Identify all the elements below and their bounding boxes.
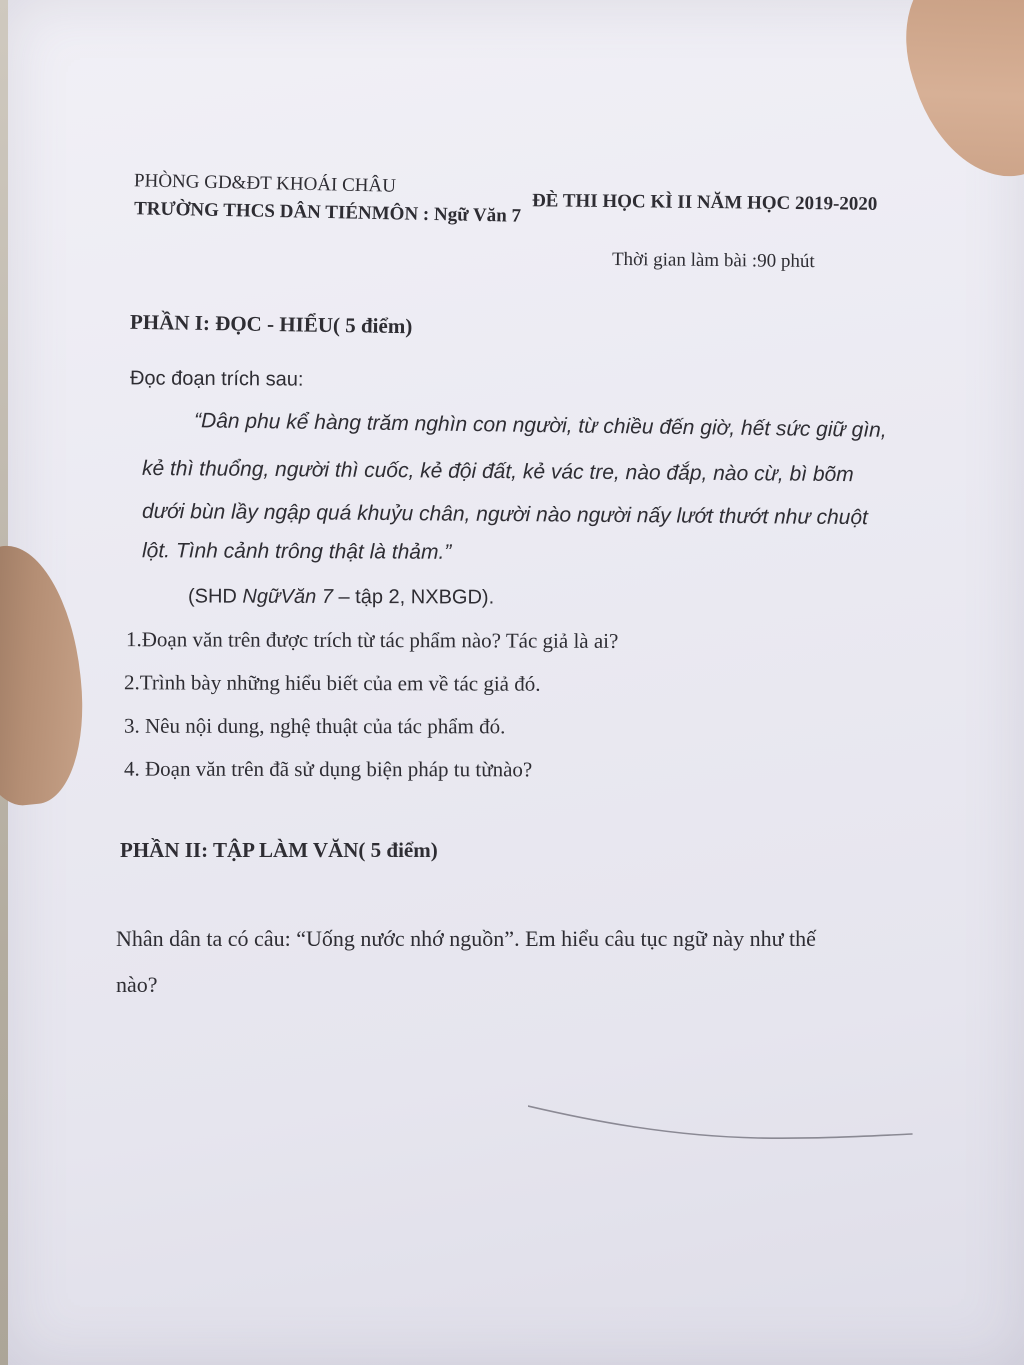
reading-instruction: Đọc đoạn trích sau: [129, 367, 304, 391]
excerpt-line: kẻ thì thuổng, người thì cuốc, kẻ đội đất, kẻ vác tre, nào đắp, nào cừ, bì bõm [141, 456, 854, 487]
exam-paper [8, 0, 1024, 1365]
pencil-stroke [528, 1098, 918, 1146]
exam-title: ĐÈ THI HỌC KÌ II NĂM HỌC 2019-2020 [531, 190, 878, 215]
excerpt-line: lột. Tình cảnh trông thật là thảm.” [141, 539, 452, 564]
source-book-title: NgữVăn 7 [242, 585, 334, 608]
school-and-subject: TRƯỜNG THCS DÂN TIÉNMÔN : Ngữ Văn 7 [133, 198, 522, 227]
question-item: 1.Đoạn văn trên được trích từ tác phẩm nào? Tác giả là ai? [125, 627, 619, 653]
department-name: PHÒNG GD&ĐT KHOÁI CHÂU [133, 170, 397, 197]
excerpt-line: “Dân phu kể hàng trăm nghìn con người, từ chiều đến giờ, hết sức giữ gìn, [193, 409, 887, 442]
time-allowed: Thời gian làm bài :90 phút [611, 248, 815, 273]
essay-prompt-line: nào? [116, 972, 158, 997]
excerpt-source [188, 585, 494, 609]
source-suffix: – tập 2, NXBGD). [332, 585, 495, 609]
part1-heading: PHẦN I: ĐỌC - HIỂU( 5 điểm) [129, 309, 413, 339]
question-item: 3. Nêu nội dung, nghệ thuật của tác phẩm đó. [123, 713, 506, 739]
essay-prompt-line: Nhân dân ta có câu: “Uống nước nhớ nguồn”. Em hiểu câu tục ngữ này như thế [116, 926, 816, 951]
question-item: 4. Đoạn văn trên đã sử dụng biện pháp tu từnào? [123, 756, 533, 782]
part2-heading: PHẦN II: TẬP LÀM VĂN( 5 điểm) [120, 838, 438, 862]
excerpt-line: dưới bùn lầy ngập quá khuỷu chân, người nào người nấy lướt thướt như chuột [141, 499, 869, 530]
source-prefix: (SHD [187, 585, 243, 608]
question-item: 2.Trình bày những hiểu biết của em về tác giả đó. [123, 670, 541, 696]
